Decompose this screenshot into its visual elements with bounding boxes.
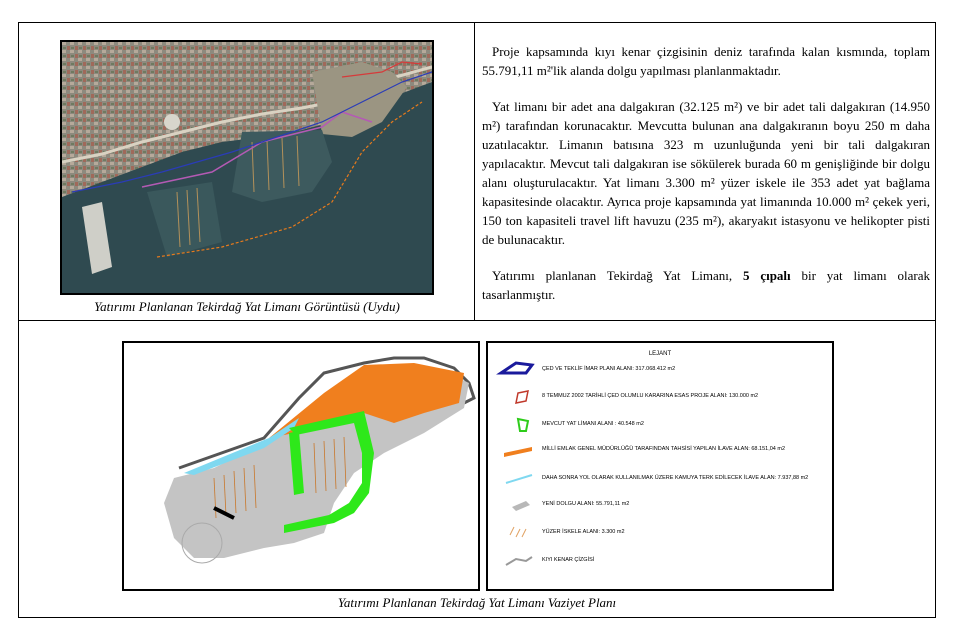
paragraph-anchor-rating: Yatırımı planlanan Tekirdağ Yat Limanı, 5 çıpalı bir yat limanı olarak tasarlanmıştır.	[482, 268, 930, 302]
legend-item: MİLLİ EMLAK GENEL MÜDÜRLÜĞÜ TARAFINDAN TAHSİSİ YAPILAN İLAVE ALAN: 68.151,04 m2	[496, 441, 832, 461]
legend-title: LEJANT	[648, 351, 672, 357]
legend-item: YÜZER İSKELE ALANI: 3.300 m2	[496, 523, 832, 543]
paragraph-breakwater: Yat limanı bir adet ana dalgakıran (32.125 m²) ve bir adet tali dalgakıran (14.950 m²) tarafından korunacaktır. Mevcutta bulunan ana dalgakıranın boyu 250 m daha uzatılacaktır. Limanın batısına 323 m uzunluğunda yeni bir tali dalgakıran yapılacaktır. Mevcut tali dalgakıran ise sökülerek burada 60 m genişliğinde bir dolgu alanı oluşturulacaktır. Yat limanı 3.300 m² yüzer iskele ile 353 adet yat bağlama kapasitesinde olacaktır. Ayrıca proje kapsamında yat limanında 10.000 m² çekek yeri, 150 ton kapasiteli travel lift havuzu (235 m²), akaryakıt istasyonu ve helikopter pisti de bulunacaktır.	[482, 99, 930, 247]
project-description	[482, 42, 930, 321]
site-plan-legend	[486, 341, 834, 591]
satellite-caption: Yatırımı Planlanan Tekirdağ Yat Limanı Görüntüsü (Uydu)	[94, 299, 400, 314]
satellite-image	[60, 40, 434, 295]
site-plan-drawing	[122, 341, 480, 591]
site-plan-caption: Yatırımı Planlanan Tekirdağ Yat Limanı Vaziyet Planı	[337, 595, 617, 610]
legend-item: ÇED VE TEKLİF İMAR PLANI ALANI: 317.068.412 m2	[496, 359, 832, 379]
table-divider-vertical	[474, 22, 475, 321]
legend-item: 8 TEMMUZ 2002 TARİHLİ ÇED OLUMLU KARARINA ESAS PROJE ALANI: 130.000 m2	[496, 387, 832, 407]
legend-item: MEVCUT YAT LİMANI ALANI : 40.548 m2	[496, 415, 832, 435]
legend-item: YENİ DOLGU ALANI: 55.791,11 m2	[496, 495, 832, 515]
legend-item: DAHA SONRA YOL OLARAK KULLANILMAK ÜZERE KAMUYA TERK EDİLECEK İLAVE ALAN: 7.937,88 m2	[496, 469, 832, 489]
legend-item: KIYI KENAR ÇİZGİSİ	[496, 551, 832, 571]
paragraph-fill: Proje kapsamında kıyı kenar çizgisinin deniz tarafında kalan kısmında, toplam 55.791,11 m²'lik alanda dolgu yapılması planlanmaktadır.	[482, 44, 930, 78]
